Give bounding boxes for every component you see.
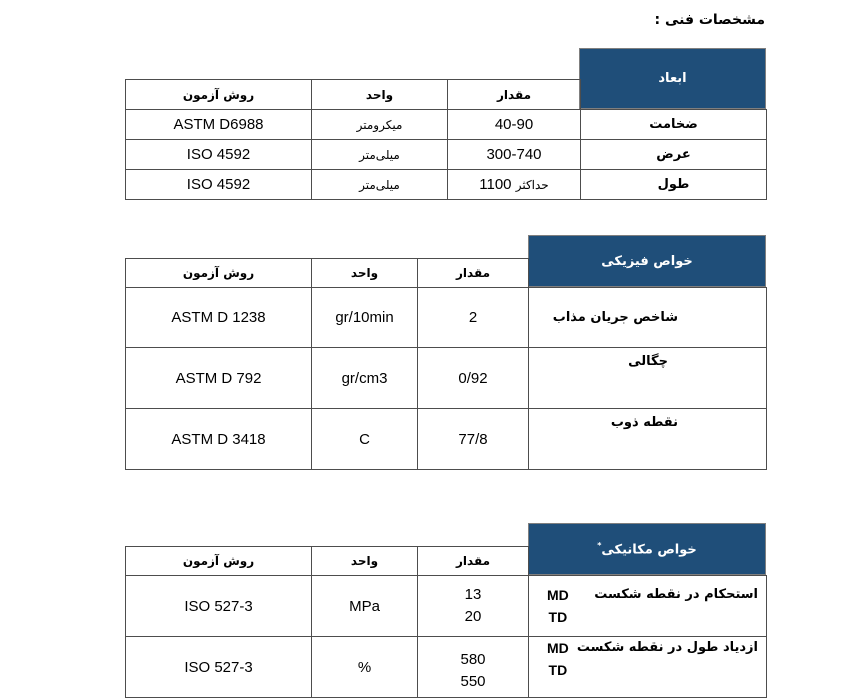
value-td: 550: [460, 673, 486, 690]
property-cell: چگالی: [529, 348, 767, 409]
col-unit-header: واحد: [312, 547, 418, 576]
method-cell: ISO 4592: [126, 140, 312, 170]
method-cell: ASTM D 1238: [126, 288, 312, 348]
table-row: [126, 637, 767, 698]
header-spacer: [581, 80, 767, 110]
footnote-mark: *: [597, 540, 602, 550]
property-cell: [529, 637, 767, 698]
property-cell: عرض: [581, 140, 767, 170]
property-label: ازدیاد طول در نقطه شکست: [576, 640, 758, 655]
value-prefix: حداکثر: [515, 178, 549, 192]
md-td-labels: [547, 637, 569, 681]
value-cell: 40-90: [448, 110, 581, 140]
property-cell: ضخامت: [581, 110, 767, 140]
col-unit-header: واحد: [312, 80, 448, 110]
physical-table: [125, 258, 767, 470]
unit-cell: میلی‌متر: [312, 140, 448, 170]
header-spacer: [529, 547, 767, 576]
value-cell: [418, 637, 529, 698]
dimensions-table: [125, 79, 767, 200]
md-label: MD: [547, 640, 569, 656]
value-number: 1100: [479, 176, 512, 193]
mechanical-header-text: خواص مکانیکی: [601, 542, 697, 558]
col-value-header: مقدار: [448, 80, 581, 110]
unit-cell: C: [312, 409, 418, 470]
mechanical-table: [125, 546, 767, 698]
property-cell: [529, 576, 767, 637]
value-td: 20: [464, 608, 482, 625]
unit-cell: MPa: [312, 576, 418, 637]
md-td-labels: [547, 584, 569, 628]
unit-cell: میلی‌متر: [312, 170, 448, 200]
col-method-header: روش آزمون: [126, 80, 312, 110]
table-row: [126, 288, 767, 348]
physical-header-label: خواص فیزیکی: [601, 253, 693, 269]
page-title: مشخصات فنی :: [654, 12, 765, 28]
table-row: [126, 170, 767, 200]
value-md: 13: [464, 586, 482, 603]
property-cell: نقطه ذوب: [529, 409, 767, 470]
md-label: MD: [547, 587, 569, 603]
value-cell: 0/92: [418, 348, 529, 409]
value-cell: 2: [418, 288, 529, 348]
unit-cell: %: [312, 637, 418, 698]
col-method-header: روش آزمون: [126, 547, 312, 576]
table-row: [126, 348, 767, 409]
method-cell: ISO 4592: [126, 170, 312, 200]
property-cell: طول: [581, 170, 767, 200]
td-label: TD: [548, 662, 568, 678]
unit-cell: gr/cm3: [312, 348, 418, 409]
value-cell: [448, 170, 581, 200]
table-row: [126, 110, 767, 140]
value-cell: [418, 576, 529, 637]
header-spacer: [529, 259, 767, 288]
table-row: [126, 409, 767, 470]
method-cell: ASTM D6988: [126, 110, 312, 140]
td-label: TD: [548, 609, 568, 625]
col-value-header: مقدار: [418, 547, 529, 576]
value-cell: 300-740: [448, 140, 581, 170]
table-row: [126, 140, 767, 170]
method-cell: ISO 527-3: [126, 637, 312, 698]
value-cell: 77/8: [418, 409, 529, 470]
property-cell: شاخص جریان مذاب: [529, 288, 767, 348]
col-unit-header: واحد: [312, 259, 418, 288]
method-cell: ASTM D 792: [126, 348, 312, 409]
property-label: استحکام در نقطه شکست: [594, 587, 758, 602]
method-cell: ISO 527-3: [126, 576, 312, 637]
col-method-header: روش آزمون: [126, 259, 312, 288]
unit-cell: میکرومتر: [312, 110, 448, 140]
method-cell: ASTM D 3418: [126, 409, 312, 470]
table-row: [126, 576, 767, 637]
dimensions-header-label: ابعاد: [658, 71, 687, 86]
unit-cell: gr/10min: [312, 288, 418, 348]
value-md: 580: [460, 651, 486, 668]
col-value-header: مقدار: [418, 259, 529, 288]
